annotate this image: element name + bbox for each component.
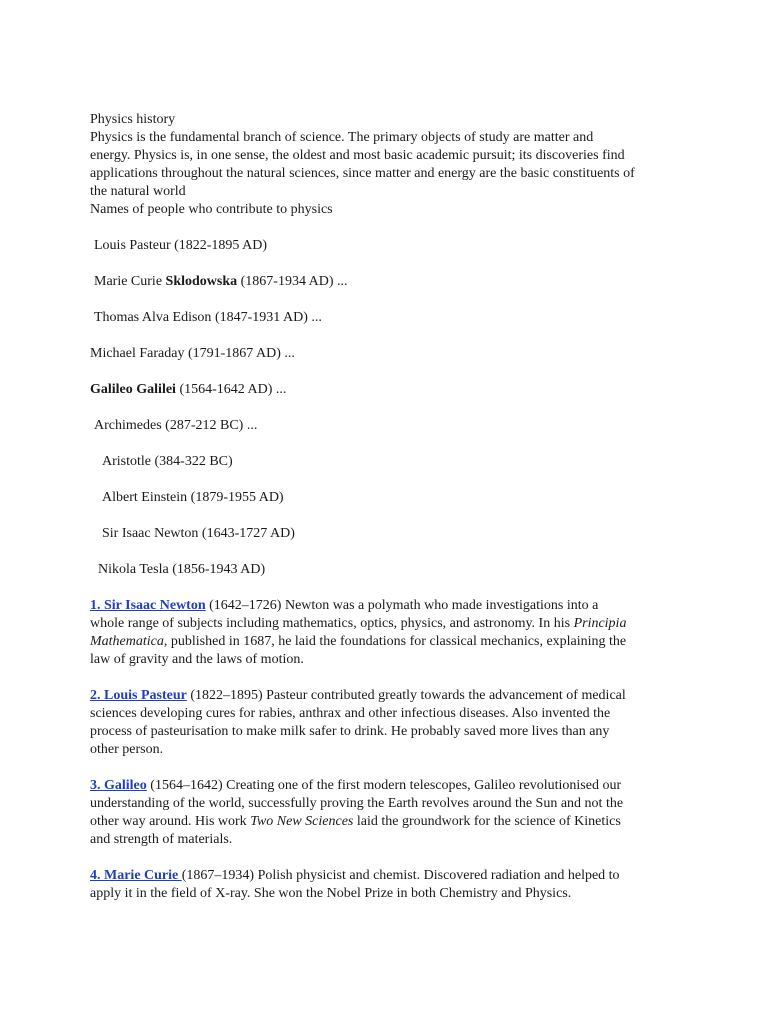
person-item (90, 489, 686, 507)
entry-line (90, 687, 686, 705)
person-name: Sir Isaac Newton (102, 526, 199, 541)
person-dates: (1847-1931 AD) ... (211, 310, 322, 325)
person-dates: (287-212 BC) ... (161, 418, 258, 433)
spacer (90, 327, 686, 345)
entry-line (90, 615, 686, 633)
person-dates: (1643-1727 AD) (198, 526, 295, 541)
entry-text: , published in 1687, he laid the foundations for classical mechanics, explaining the (163, 634, 627, 649)
person-dates: (1564-1642 AD) ... (175, 382, 287, 397)
scientist-entry (90, 597, 686, 669)
entry-line (90, 633, 686, 651)
spacer (90, 543, 686, 561)
person-name-bold: Sklodowska (165, 274, 238, 289)
italic-title: Mathematica (90, 634, 164, 649)
person-name: Albert Einstein (102, 490, 188, 505)
person-name: Nikola Tesla (98, 562, 169, 577)
person-dates: (1791-1867 AD) ... (184, 346, 295, 361)
person-item (90, 525, 686, 543)
person-item (90, 417, 686, 435)
person-item (90, 309, 686, 327)
person-name-bold: Galileo Galilei (90, 382, 176, 397)
entry-text: whole range of subjects including mathematics, optics, physics, and astronomy. In his (90, 616, 574, 631)
spacer (90, 255, 686, 273)
spacer (90, 363, 686, 381)
entry-text: laid the groundwork for the science of Kinetics (353, 814, 621, 829)
entries-list (90, 579, 686, 903)
scientist-entry (90, 777, 686, 849)
entry-text: sciences developing cures for rabies, anthrax and other infectious diseases. Also invented the (90, 706, 611, 721)
entry-line (90, 831, 686, 849)
spacer (90, 669, 686, 687)
scientist-entry (90, 687, 686, 759)
people-list (90, 219, 686, 579)
intro-line: the natural world (90, 184, 186, 199)
document-title: Physics history (90, 112, 176, 127)
entry-text: other way around. His work (90, 814, 251, 829)
entry-text: other person. (90, 742, 164, 757)
document-page (90, 111, 686, 903)
scientist-link[interactable]: 2. Louis Pasteur (90, 688, 187, 703)
entry-line (90, 741, 686, 759)
intro-line: energy. Physics is, in one sense, the oldest and most basic academic pursuit; its discoveries find (90, 148, 625, 163)
entry-text: process of pasteurisation to make milk safer to drink. He probably saved more lives than any (90, 724, 610, 739)
entry-text: apply it in the field of X-ray. She won the Nobel Prize in both Chemistry and Physics. (90, 886, 572, 901)
scientist-link[interactable]: 3. Galileo (90, 778, 147, 793)
spacer (90, 579, 686, 597)
entry-line (90, 723, 686, 741)
scientist-entry (90, 867, 686, 903)
person-dates: (1867-1934 AD) ... (237, 274, 348, 289)
person-dates: (1879-1955 AD) (187, 490, 284, 505)
person-name: Thomas Alva Edison (94, 310, 212, 325)
person-item (90, 237, 686, 255)
spacer (90, 507, 686, 525)
entry-line (90, 597, 686, 615)
entry-text: (1642–1726) Newton was a polymath who made investigations into a (205, 598, 599, 613)
entry-text: (1564–1642) Creating one of the first modern telescopes, Galileo revolutionised our (146, 778, 622, 793)
entry-line (90, 867, 686, 885)
person-item (90, 273, 686, 291)
entry-line (90, 777, 686, 795)
person-item (90, 561, 686, 579)
italic-title: Two New Sciences (250, 814, 354, 829)
spacer (90, 399, 686, 417)
entry-text: understanding of the world, successfully proving the Earth revolves around the Sun and not the (90, 796, 624, 811)
entry-line (90, 885, 686, 903)
person-name: Michael Faraday (90, 346, 185, 361)
spacer (90, 435, 686, 453)
person-name: Archimedes (94, 418, 162, 433)
scientist-link[interactable]: 1. Sir Isaac Newton (90, 598, 206, 613)
entry-line (90, 705, 686, 723)
person-dates: (1822-1895 AD) (170, 238, 268, 253)
spacer (90, 219, 686, 237)
entry-text: and strength of materials. (90, 832, 233, 847)
spacer (90, 759, 686, 777)
entry-line (90, 813, 686, 831)
person-dates: (1856-1943 AD) (168, 562, 266, 577)
entry-text: (1822–1895) Pasteur contributed greatly towards the advancement of medical (186, 688, 626, 703)
entry-text: law of gravity and the laws of motion. (90, 652, 304, 667)
person-item (90, 381, 686, 399)
spacer (90, 471, 686, 489)
intro-line: Physics is the fundamental branch of science. The primary objects of study are matter and (90, 130, 594, 145)
spacer (90, 291, 686, 309)
entry-text: (1867–1934) Polish physicist and chemist. Discovered radiation and helped to (181, 868, 620, 883)
person-name: Louis Pasteur (94, 238, 171, 253)
intro-paragraph (90, 129, 686, 201)
person-name: Aristotle (102, 454, 151, 469)
entry-line (90, 795, 686, 813)
person-dates: (384-322 BC) (151, 454, 233, 469)
person-item (90, 345, 686, 363)
scientist-link[interactable]: 4. Marie Curie (90, 868, 182, 883)
italic-title: Principia (573, 616, 627, 631)
entry-line (90, 651, 686, 669)
intro-line: applications throughout the natural sciences, since matter and energy are the basic constituents of (90, 166, 635, 181)
spacer (90, 849, 686, 867)
person-item (90, 453, 686, 471)
person-name: Marie Curie (94, 274, 166, 289)
names-heading: Names of people who contribute to physics (90, 202, 333, 217)
